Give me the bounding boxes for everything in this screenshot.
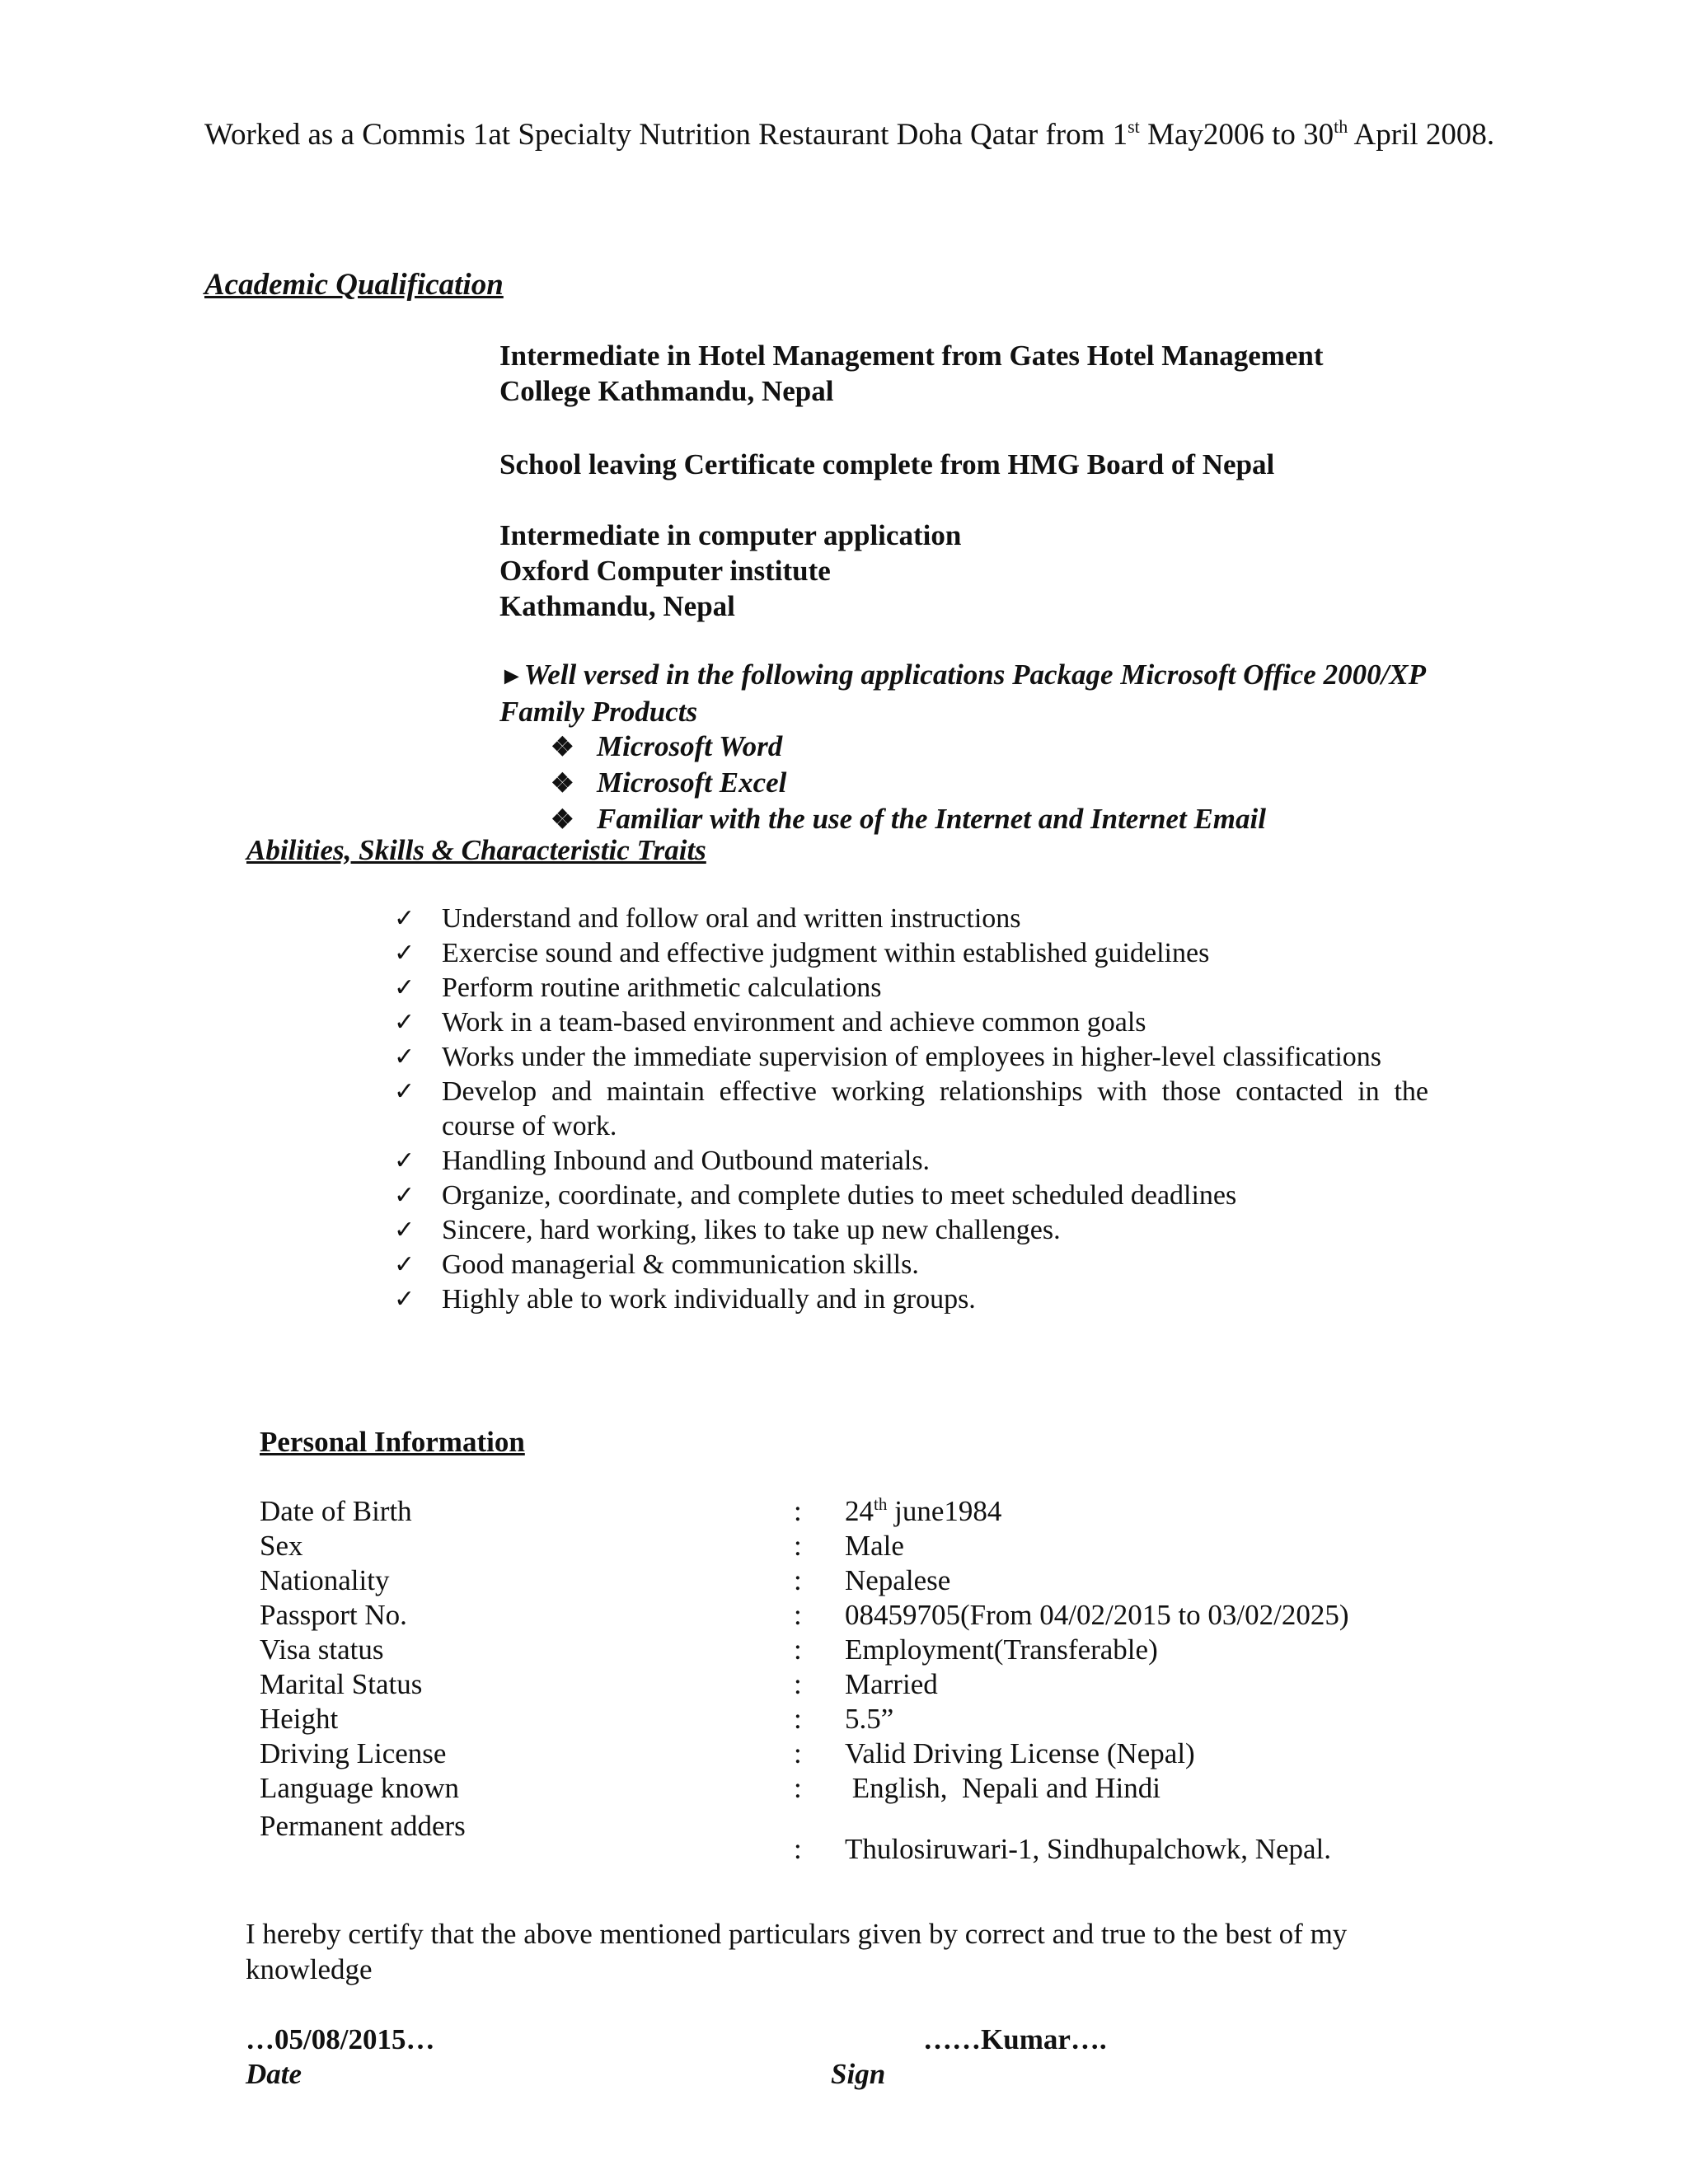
visa-label: Visa status — [260, 1633, 384, 1666]
signature-sign-label: Sign — [831, 2058, 886, 2090]
list-item — [394, 1075, 1428, 1144]
address-label: Permanent adders — [260, 1810, 466, 1842]
skill-text: Sincere, hard working, likes to take up new challenges. — [442, 1215, 1061, 1245]
dob-label: Date of Birth — [260, 1495, 412, 1527]
dob-sup: th — [874, 1494, 888, 1514]
height-label: Height — [260, 1703, 339, 1735]
passport-value: 08459705(From 04/02/2015 to 03/02/2025) — [845, 1599, 1349, 1631]
apps-item-word: Microsoft Word — [597, 730, 783, 762]
list-item — [394, 936, 1428, 971]
list-item — [551, 765, 1266, 801]
checkmark-icon: ✓ — [394, 1077, 415, 1106]
checkmark-icon: ✓ — [394, 1285, 415, 1314]
diamond-bullet-icon: ❖ — [551, 768, 574, 798]
list-item — [394, 1005, 1428, 1040]
list-item — [394, 1282, 1428, 1317]
sex-label: Sex — [260, 1530, 303, 1562]
colon-separator: : — [794, 1703, 802, 1735]
work-text-part3: April 2008. — [1348, 118, 1495, 152]
work-text-part2: May2006 to 30 — [1139, 118, 1334, 152]
academic-heading: Academic Qualification — [204, 268, 504, 302]
applications-list — [551, 729, 1266, 837]
checkmark-icon: ✓ — [394, 1043, 415, 1071]
colon-separator: : — [794, 1564, 802, 1596]
diamond-bullet-icon: ❖ — [551, 732, 574, 762]
list-item — [394, 1040, 1428, 1075]
colon-separator: : — [794, 1772, 802, 1804]
skill-text: Perform routine arithmetic calculations — [442, 972, 882, 1003]
skill-text: Highly able to work individually and in groups. — [442, 1284, 976, 1315]
list-item — [394, 971, 1428, 1005]
skill-text: Works under the immediate supervision of employees in higher-level classifications — [442, 1042, 1381, 1072]
applications-block — [499, 657, 1426, 729]
diamond-bullet-icon: ❖ — [551, 804, 574, 834]
checkmark-icon: ✓ — [394, 939, 415, 968]
passport-label: Passport No. — [260, 1599, 407, 1631]
list-item — [551, 801, 1266, 837]
colon-separator: : — [794, 1599, 802, 1631]
signature-date-label: Date — [246, 2058, 302, 2090]
colon-separator: : — [794, 1633, 802, 1666]
academic-q2: School leaving Certificate complete from HMG Board of Nepal — [499, 448, 1275, 480]
dob-day: 24 — [845, 1495, 874, 1527]
skill-text: Understand and follow oral and written instructions — [442, 903, 1021, 934]
checkmark-icon: ✓ — [394, 973, 415, 1002]
checkmark-icon: ✓ — [394, 904, 415, 933]
academic-qualification-computer — [499, 518, 961, 624]
work-sup-th: th — [1334, 116, 1348, 137]
certification-statement: I hereby certify that the above mentioned particulars given by correct and true to the best of my knowledge — [246, 1918, 1348, 1985]
work-text-part1: Worked as a Commis 1at Specialty Nutrition Restaurant Doha Qatar from 1 — [204, 118, 1128, 152]
list-item — [551, 729, 1266, 765]
checkmark-icon: ✓ — [394, 1146, 415, 1175]
language-label: Language known — [260, 1772, 460, 1804]
nationality-label: Nationality — [260, 1564, 390, 1596]
academic-q3-line3: Kathmandu, Nepal — [499, 590, 735, 622]
dob-rest: june1984 — [887, 1495, 1002, 1527]
colon-separator: : — [794, 1833, 802, 1865]
dob-value — [845, 1495, 1001, 1528]
nationality-value: Nepalese — [845, 1564, 951, 1596]
skill-text: Exercise sound and effective judgment within established guidelines — [442, 938, 1210, 968]
academic-qualification-hotel — [499, 338, 1324, 409]
apps-line2: Family Products — [499, 696, 698, 728]
list-item — [394, 1179, 1428, 1213]
work-sup-st: st — [1128, 116, 1140, 137]
apps-line1: Well versed in the following applications Package Microsoft Office 2000/XP — [523, 658, 1427, 691]
academic-qualification-slc — [499, 447, 1274, 482]
driving-license-value: Valid Driving License (Nepal) — [845, 1737, 1195, 1769]
colon-separator: : — [794, 1530, 802, 1562]
arrow-right-icon: ► — [499, 663, 524, 690]
academic-q3-line2: Oxford Computer institute — [499, 555, 831, 587]
skill-text: Develop and maintain effective working relationships with those contacted in the course of work. — [442, 1076, 1428, 1141]
personal-info-heading: Personal Information — [260, 1426, 525, 1458]
marital-value: Married — [845, 1668, 938, 1700]
colon-separator: : — [794, 1668, 802, 1700]
list-item — [394, 1213, 1428, 1248]
address-value: Thulosiruwari-1, Sindhupalchowk, Nepal. — [845, 1833, 1332, 1865]
signature-date-value: …05/08/2015… — [246, 2023, 435, 2055]
apps-item-excel: Microsoft Excel — [597, 766, 787, 799]
visa-value: Employment(Transferable) — [845, 1633, 1158, 1666]
colon-separator: : — [794, 1495, 802, 1527]
skill-text: Organize, coordinate, and complete duties to meet scheduled deadlines — [442, 1180, 1237, 1211]
language-value: English, Nepali and Hindi — [845, 1772, 1161, 1804]
skill-text: Work in a team-based environment and achieve common goals — [442, 1007, 1146, 1038]
work-experience-line — [204, 117, 1494, 152]
skills-heading: Abilities, Skills & Characteristic Traits — [246, 834, 706, 866]
signature-name-value: ……Kumar…. — [923, 2023, 1107, 2055]
colon-separator: : — [794, 1737, 802, 1769]
apps-item-internet: Familiar with the use of the Internet and Internet Email — [597, 803, 1266, 835]
skills-list — [394, 902, 1428, 1317]
height-value: 5.5” — [845, 1703, 894, 1735]
checkmark-icon: ✓ — [394, 1216, 415, 1244]
checkmark-icon: ✓ — [394, 1008, 415, 1037]
list-item — [394, 1248, 1428, 1282]
marital-label: Marital Status — [260, 1668, 423, 1700]
list-item — [394, 1144, 1428, 1179]
skill-text: Good managerial & communication skills. — [442, 1249, 919, 1280]
academic-q3-line1: Intermediate in computer application — [499, 519, 962, 551]
academic-q1-line2: College Kathmandu, Nepal — [499, 375, 834, 407]
list-item — [394, 902, 1428, 936]
driving-license-label: Driving License — [260, 1737, 447, 1769]
checkmark-icon: ✓ — [394, 1181, 415, 1210]
academic-q1-line1: Intermediate in Hotel Management from Gates Hotel Management — [499, 340, 1324, 372]
checkmark-icon: ✓ — [394, 1250, 415, 1279]
skill-text: Handling Inbound and Outbound materials. — [442, 1146, 931, 1176]
sex-value: Male — [845, 1530, 904, 1562]
